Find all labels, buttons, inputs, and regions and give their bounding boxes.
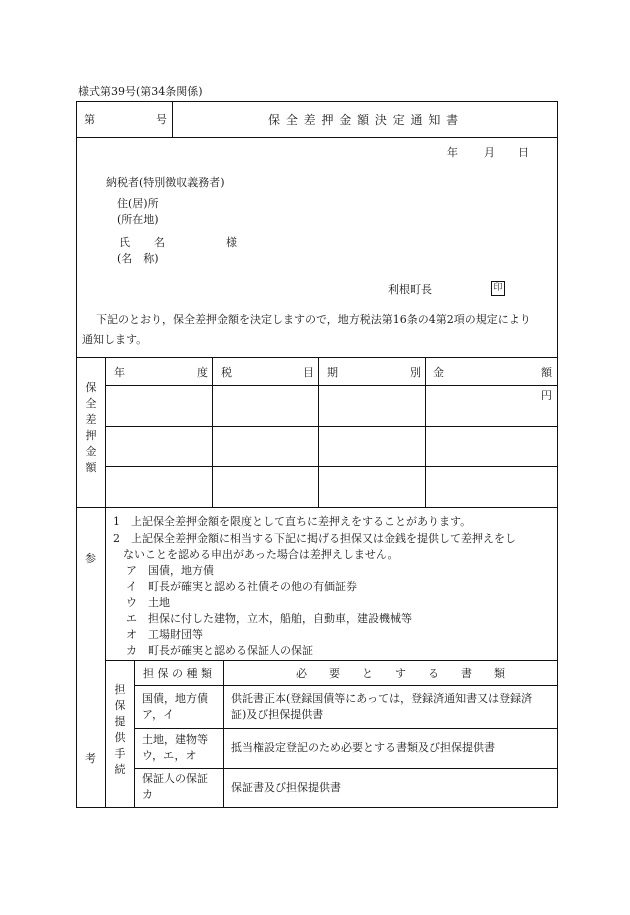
procedure-col-divider (223, 660, 224, 808)
procedure-header-docs: 必 要 と す る 書 類 (296, 667, 505, 680)
header-period-b: 別 (410, 366, 421, 379)
amount-row-line-1 (105, 426, 558, 427)
mayor-label: 利根町長 (388, 283, 432, 296)
procedure-row2-type1: 土地，建物等 (142, 733, 208, 746)
procedure-side-divider (134, 660, 135, 808)
document-title: 保 全 差 押 金 額 決 定 通 知 書 (268, 113, 460, 127)
note-list-u: ウ 土地 (126, 596, 170, 609)
seal-mark: 印 (491, 281, 505, 296)
note-item-2b: ないことを認める申出があった場合は差押えしません。 (123, 548, 399, 561)
note-item-1: 1 上記保全差押金額を限度として直ちに差押えをすることがあります。 (113, 515, 472, 528)
yen-unit: 円 (541, 389, 552, 402)
number-prefix: 第 (84, 113, 95, 126)
procedure-row3-doc1: 保証書及び担保提供書 (231, 781, 341, 794)
notice-body-line1: 下記のとおり，保全差押金額を決定しますので，地方税法第16条の4第2項の規定により (96, 313, 531, 326)
amount-col-divider-3 (425, 357, 426, 507)
note-list-o: オ 工場財団等 (126, 628, 203, 641)
header-year-a: 年 (114, 366, 125, 379)
date-month: 月 (484, 146, 495, 159)
note-list-i: イ 町長が確実と認める社債その他の有価証券 (126, 580, 357, 593)
name-label-shi: 氏 (119, 236, 130, 249)
notice-body-line2: 通知します。 (82, 333, 148, 346)
date-day: 日 (518, 146, 529, 159)
procedure-side-label: 担 保 提 供 手 続 (114, 683, 126, 776)
form-number-label: 様式第39号(第34条関係) (78, 85, 203, 98)
note-list-ka: カ 町長が確実と認める保証人の保証 (126, 644, 313, 657)
procedure-row3-type2: カ (142, 788, 153, 801)
note-item-2a: 2 上記保全差押金額に相当する下記に掲げる担保又は金銭を提供して差押えをし (113, 532, 516, 545)
notes-side-bottom: 考 (85, 752, 96, 765)
date-year: 年 (447, 146, 458, 159)
note-list-e: エ 担保に付した建物，立木，船舶，自動車，建設機械等 (126, 612, 412, 625)
procedure-row-line-1 (134, 728, 558, 729)
amount-side-label: 保 全 差 押 金 額 (85, 381, 97, 474)
procedure-row-line-2 (134, 768, 558, 769)
company-name-label: (名 称) (117, 252, 159, 265)
amount-section-bottom-line (76, 507, 558, 508)
header-period-a: 期 (327, 366, 338, 379)
honorific-sama: 様 (226, 236, 237, 249)
procedure-header-type: 担 保 の 種 類 (143, 667, 212, 680)
procedure-row1-doc1: 供託書正本(登録国債等にあっては，登録済通知書又は登録済 (231, 692, 533, 705)
header-tax-b: 目 (303, 366, 314, 379)
amount-row-line-2 (105, 466, 558, 467)
header-vertical-divider (172, 101, 173, 137)
procedure-row1-type2: ア，イ (142, 708, 175, 721)
procedure-row3-type1: 保証人の保証 (142, 772, 208, 785)
amount-col-divider-2 (318, 357, 319, 507)
number-suffix: 号 (156, 113, 167, 126)
procedure-row2-doc1: 抵当権設定登記のため必要とする書類及び担保提供書 (231, 741, 495, 754)
note-list-a: ア 国債，地方債 (126, 564, 214, 577)
procedure-header-line (134, 685, 558, 686)
procedure-row2-type2: ウ，エ，オ (142, 749, 197, 762)
name-label-mei: 名 (154, 236, 165, 249)
amount-side-divider (105, 357, 106, 507)
taxpayer-label: 納税者(特別徴収義務者) (106, 176, 225, 189)
header-divider (76, 137, 558, 138)
amount-header-line (105, 385, 558, 386)
procedure-row1-doc2: 証)及び担保提供書 (231, 708, 324, 721)
location-label: (所在地) (117, 213, 159, 226)
header-amount-a: 金 (433, 366, 444, 379)
notes-side-divider (105, 507, 106, 808)
amount-col-divider-1 (212, 357, 213, 507)
header-year-b: 度 (197, 366, 208, 379)
amount-section-top-line (76, 357, 558, 358)
procedure-row1-type1: 国債，地方債 (142, 692, 208, 705)
procedure-top-line (105, 660, 558, 661)
notes-side-top: 参 (85, 552, 96, 565)
address-label: 住(居)所 (117, 197, 159, 210)
header-amount-b: 額 (541, 366, 552, 379)
header-tax-a: 税 (221, 366, 232, 379)
